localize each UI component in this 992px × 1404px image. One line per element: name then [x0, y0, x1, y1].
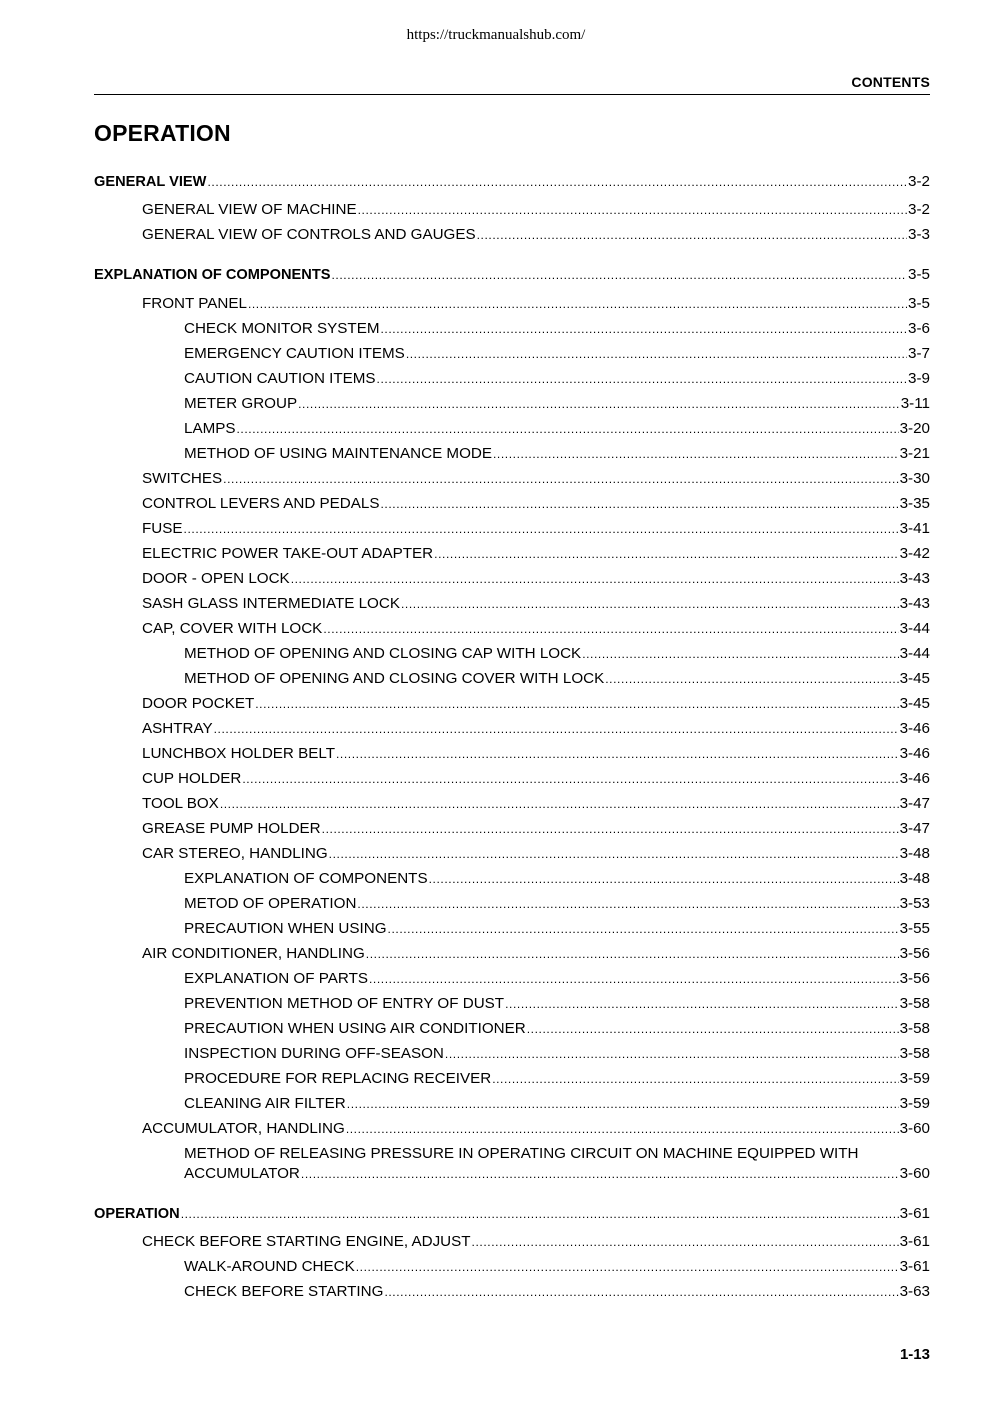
toc-entry-title: PRECAUTION WHEN USING AIR CONDITIONER: [184, 1020, 526, 1037]
toc-entry[interactable]: [184, 969, 930, 989]
toc-entry[interactable]: [142, 1232, 930, 1252]
toc-entry[interactable]: [184, 644, 930, 664]
toc-entry[interactable]: [184, 869, 930, 889]
toc-entry-page: 3-61: [899, 1205, 930, 1222]
toc-entry-page: 3-44: [899, 645, 930, 662]
toc-entry-page: 3-7: [908, 345, 930, 362]
toc-entry-page: 3-6: [908, 320, 930, 337]
toc-entry[interactable]: [184, 344, 930, 364]
toc-leader-dots: [329, 844, 899, 864]
toc-leader-dots: [493, 444, 899, 464]
toc-leader-dots: [429, 869, 899, 889]
toc-entry-page: 3-48: [899, 845, 930, 862]
toc-leader-dots: [358, 200, 907, 220]
toc-entry-title: CAUTION CAUTION ITEMS: [184, 370, 376, 387]
toc-leader-dots: [377, 369, 908, 389]
toc-entry-title: ASHTRAY: [142, 720, 213, 737]
toc-entry-page: 3-46: [899, 745, 930, 762]
toc-entry-page: 3-43: [899, 570, 930, 587]
toc-entry-page: 3-60: [899, 1165, 930, 1182]
toc-leader-dots: [220, 794, 899, 814]
toc-entry-page: 3-59: [899, 1070, 930, 1087]
toc-entry[interactable]: [142, 1119, 930, 1139]
toc-entry-page: 3-61: [899, 1233, 930, 1250]
toc-entry-title: SASH GLASS INTERMEDIATE LOCK: [142, 595, 400, 612]
toc-entry-title: GENERAL VIEW: [94, 174, 207, 190]
toc-entry-page: 3-45: [899, 670, 930, 687]
toc-leader-dots: [237, 419, 899, 439]
toc-entry-title: DOOR POCKET: [142, 695, 255, 712]
toc-entry-title: CLEANING AIR FILTER: [184, 1095, 346, 1112]
toc-entry-title: PREVENTION METHOD OF ENTRY OF DUST: [184, 995, 505, 1012]
toc-entry[interactable]: [184, 1044, 930, 1064]
toc-entry[interactable]: [142, 944, 930, 964]
toc-entry-title: DOOR - OPEN LOCK: [142, 570, 290, 587]
toc-entry[interactable]: [142, 544, 930, 564]
toc-entry-page: 3-2: [908, 201, 930, 218]
toc-entry-title: LAMPS: [184, 420, 236, 437]
toc-entry-title: GENERAL VIEW OF MACHINE: [142, 201, 357, 218]
toc-entry-page: 3-46: [899, 720, 930, 737]
toc-entry-title: ACCUMULATOR: [184, 1165, 300, 1182]
toc-entry-page: 3-61: [899, 1258, 930, 1275]
toc-entry-title: CUP HOLDER: [142, 770, 242, 787]
toc-entry-title: PRECAUTION WHEN USING: [184, 920, 387, 937]
toc-entry-page: 3-41: [899, 520, 930, 537]
page-number: 1-13: [899, 1346, 930, 1363]
toc-entry[interactable]: [142, 494, 930, 514]
toc-entry[interactable]: [184, 994, 930, 1014]
toc-entry-title: CHECK BEFORE STARTING: [184, 1283, 384, 1300]
toc-leader-dots: [582, 644, 898, 664]
toc-entry[interactable]: [94, 265, 930, 285]
toc-leader-dots: [207, 172, 907, 192]
toc-entry-title: EXPLANATION OF COMPONENTS: [184, 870, 428, 887]
toc-entry[interactable]: [142, 694, 930, 714]
toc-entry-title-line: METHOD OF RELEASING PRESSURE IN OPERATING CIRCUIT ON MACHINE EQUIPPED WITH: [184, 1145, 859, 1162]
toc-leader-dots: [322, 819, 899, 839]
toc-entry-title: ELECTRIC POWER TAKE-OUT ADAPTER: [142, 545, 434, 562]
toc-leader-dots: [356, 1257, 899, 1277]
toc-leader-dots: [357, 894, 898, 914]
toc-leader-dots: [384, 1282, 898, 1302]
toc-entry-title: FUSE: [142, 520, 183, 537]
toc-entry[interactable]: [142, 619, 930, 639]
toc-entry-title: SWITCHES: [142, 470, 223, 487]
toc-leader-dots: [406, 344, 907, 364]
toc-entry[interactable]: [184, 394, 930, 414]
toc-entry-title: FRONT PANEL: [142, 295, 247, 312]
toc-entry-title: ACCUMULATOR, HANDLING: [142, 1120, 345, 1137]
toc-entry-title: METHOD OF OPENING AND CLOSING CAP WITH LOCK: [184, 645, 582, 662]
toc-entry[interactable]: [184, 919, 930, 939]
toc-entry[interactable]: [142, 200, 930, 220]
toc-entry[interactable]: [184, 419, 930, 439]
page-title: OPERATION: [94, 120, 231, 146]
toc-entry[interactable]: [184, 894, 930, 914]
toc-leader-dots: [291, 569, 899, 589]
toc-entry-page: 3-9: [908, 370, 930, 387]
toc-entry[interactable]: [142, 819, 930, 839]
toc-entry-title: METHOD OF OPENING AND CLOSING COVER WITH LOCK: [184, 670, 605, 687]
toc-entry-page: 3-60: [899, 1120, 930, 1137]
toc-entry-page: 3-47: [899, 820, 930, 837]
toc-entry[interactable]: [184, 1019, 930, 1039]
toc-leader-dots: [214, 719, 899, 739]
toc-entry[interactable]: [142, 294, 930, 314]
toc-leader-dots: [223, 469, 898, 489]
toc-leader-dots: [347, 1094, 899, 1114]
toc-entry-page: 3-44: [899, 620, 930, 637]
toc-entry-title: INSPECTION DURING OFF-SEASON: [184, 1045, 444, 1062]
toc-leader-dots: [181, 1204, 899, 1224]
toc-entry[interactable]: [142, 794, 930, 814]
toc-leader-dots: [255, 694, 898, 714]
toc-entry-title: EMERGENCY CAUTION ITEMS: [184, 345, 405, 362]
source-url: https://truckmanualshub.com/: [406, 27, 586, 43]
toc-entry[interactable]: [142, 519, 930, 539]
toc-entry-page: 3-5: [908, 295, 930, 312]
toc-entry[interactable]: [142, 594, 930, 614]
toc-leader-dots: [380, 494, 898, 514]
toc-entry-page: 3-56: [899, 970, 930, 987]
toc-entry[interactable]: [184, 1164, 930, 1184]
toc-leader-dots: [381, 319, 908, 339]
toc-entry-page: 3-42: [899, 545, 930, 562]
toc-entry-title: OPERATION: [94, 1206, 180, 1222]
toc-leader-dots: [369, 969, 899, 989]
toc-entry-title: GENERAL VIEW OF CONTROLS AND GAUGES: [142, 226, 476, 243]
toc-leader-dots: [477, 225, 907, 245]
toc-leader-dots: [346, 1119, 899, 1139]
toc-entry[interactable]: [184, 1282, 930, 1302]
toc-entry-page: 3-59: [899, 1095, 930, 1112]
toc-leader-dots: [505, 994, 899, 1014]
toc-entry-page: 3-2: [908, 173, 930, 190]
toc-entry-title: AIR CONDITIONER, HANDLING: [142, 945, 365, 962]
toc-entry[interactable]: [184, 319, 930, 339]
toc-leader-dots: [527, 1019, 899, 1039]
toc-leader-dots: [401, 594, 899, 614]
toc-entry-title: CAR STEREO, HANDLING: [142, 845, 328, 862]
toc-entry[interactable]: [184, 444, 930, 464]
toc-leader-dots: [301, 1164, 899, 1184]
toc-leader-dots: [605, 669, 898, 689]
toc-leader-dots: [248, 294, 907, 314]
toc-entry-page: 3-63: [899, 1283, 930, 1300]
toc-entry[interactable]: [184, 669, 930, 689]
toc-entry-title: EXPLANATION OF PARTS: [184, 970, 368, 987]
toc-entry[interactable]: [142, 225, 930, 245]
toc-entry-title: METHOD OF USING MAINTENANCE MODE: [184, 445, 492, 462]
toc-entry-title: EXPLANATION OF COMPONENTS: [94, 267, 331, 283]
toc-entry[interactable]: [94, 172, 930, 192]
toc-entry[interactable]: [94, 1204, 930, 1224]
toc-entry-page: 3-5: [908, 266, 930, 283]
toc-entry-page: 3-56: [899, 945, 930, 962]
toc-leader-dots: [434, 544, 898, 564]
toc-entry-title: METOD OF OPERATION: [184, 895, 357, 912]
toc-entry-page: 3-55: [899, 920, 930, 937]
toc-entry-page: 3-11: [900, 395, 930, 412]
toc-entry-page: 3-58: [899, 1045, 930, 1062]
table-of-contents: [94, 0, 930, 1404]
toc-leader-dots: [492, 1069, 898, 1089]
toc-entry-page: 3-21: [899, 445, 930, 462]
toc-entry-page: 3-53: [899, 895, 930, 912]
toc-entry-page: 3-3: [908, 226, 930, 243]
toc-entry-page: 3-45: [899, 695, 930, 712]
toc-entry[interactable]: [184, 1257, 930, 1277]
toc-leader-dots: [336, 744, 899, 764]
toc-leader-dots: [445, 1044, 899, 1064]
toc-entry-title: CONTROL LEVERS AND PEDALS: [142, 495, 380, 512]
toc-leader-dots: [331, 265, 907, 285]
toc-entry[interactable]: [142, 469, 930, 489]
toc-entry[interactable]: [184, 1069, 930, 1089]
toc-entry-page: 3-35: [899, 495, 930, 512]
toc-leader-dots: [472, 1232, 899, 1252]
toc-entry-title: GREASE PUMP HOLDER: [142, 820, 321, 837]
toc-entry-title: PROCEDURE FOR REPLACING RECEIVER: [184, 1070, 492, 1087]
toc-entry-title: LUNCHBOX HOLDER BELT: [142, 745, 335, 762]
toc-leader-dots: [242, 769, 898, 789]
toc-entry[interactable]: [142, 719, 930, 739]
toc-entry-page: 3-48: [899, 870, 930, 887]
toc-leader-dots: [184, 519, 899, 539]
toc-entry[interactable]: [142, 769, 930, 789]
toc-leader-dots: [366, 944, 899, 964]
toc-entry-page: 3-47: [899, 795, 930, 812]
toc-entry-page: 3-46: [899, 770, 930, 787]
toc-entry[interactable]: [142, 844, 930, 864]
toc-entry[interactable]: [184, 1094, 930, 1114]
toc-entry-page: 3-43: [899, 595, 930, 612]
toc-entry-page: 3-30: [899, 470, 930, 487]
toc-leader-dots: [388, 919, 899, 939]
toc-entry[interactable]: [142, 744, 930, 764]
toc-leader-dots: [323, 619, 898, 639]
toc-entry-title: WALK-AROUND CHECK: [184, 1258, 355, 1275]
toc-leader-dots: [298, 394, 900, 414]
toc-entry-title: CAP, COVER WITH LOCK: [142, 620, 323, 637]
toc-entry-page: 3-58: [899, 1020, 930, 1037]
toc-entry-page: 3-58: [899, 995, 930, 1012]
section-label: CONTENTS: [851, 74, 930, 90]
toc-entry-title: TOOL BOX: [142, 795, 219, 812]
toc-entry-title: CHECK BEFORE STARTING ENGINE, ADJUST: [142, 1233, 471, 1250]
toc-entry[interactable]: [142, 569, 930, 589]
toc-entry-title: METER GROUP: [184, 395, 298, 412]
toc-entry[interactable]: [184, 369, 930, 389]
toc-entry-page: 3-20: [899, 420, 930, 437]
toc-entry-title: CHECK MONITOR SYSTEM: [184, 320, 380, 337]
